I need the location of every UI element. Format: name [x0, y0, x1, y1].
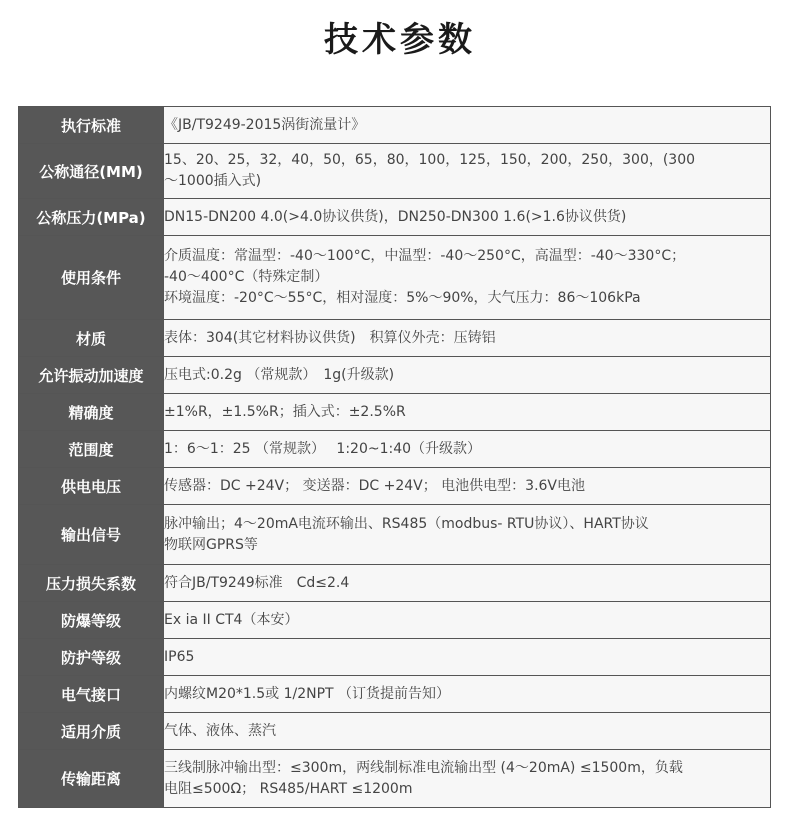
spec-value [164, 676, 771, 713]
spec-value [164, 431, 771, 468]
spec-value-line: 物联网GPRS等 [164, 536, 258, 553]
spec-row [19, 505, 771, 565]
spec-value-line: 《JB/T9249-2015涡街流量计》 [164, 116, 366, 133]
spec-label: 输出信号 [19, 505, 164, 565]
spec-value-line: Ex ia II CT4（本安） [164, 611, 299, 628]
spec-value-line: 传感器：DC +24V； 变送器：DC +24V； 电池供电型：3.6V电池 [164, 477, 585, 494]
spec-value [164, 320, 771, 357]
spec-row [19, 107, 771, 144]
spec-value [164, 565, 771, 602]
spec-value [164, 602, 771, 639]
spec-value-line: ～1000插入式) [164, 173, 262, 189]
spec-label: 精确度 [19, 394, 164, 431]
spec-value [164, 468, 771, 505]
spec-value-line: IP65 [164, 648, 195, 665]
spec-row [19, 320, 771, 357]
spec-row [19, 236, 771, 320]
spec-row [19, 639, 771, 676]
spec-value [164, 236, 771, 320]
spec-row [19, 602, 771, 639]
spec-value-line: 脉冲输出；4～20mA电流环输出、RS485（modbus- RTU协议）、HART协议 [164, 515, 649, 532]
spec-row [19, 431, 771, 468]
spec-label: 范围度 [19, 431, 164, 468]
spec-value-line: DN15-DN200 4.0(>4.0协议供货)，DN250-DN300 1.6(>1.6协议供货) [164, 208, 627, 225]
spec-value-line: 气体、液体、蒸汽 [164, 722, 276, 739]
spec-row [19, 713, 771, 750]
spec-value-line: 15、20、25，32，40，50，65，80，100，125，150，200，250，300，(300 [164, 152, 696, 168]
spec-value-line: -40～400°C（特殊定制） [164, 269, 329, 285]
spec-value [164, 750, 771, 808]
spec-value-line: 压电式:0.2g （常规款） 1g(升级款) [164, 366, 395, 383]
spec-value [164, 144, 771, 199]
page-title: 技术参数 [324, 20, 476, 60]
spec-value [164, 107, 771, 144]
spec-value-line: 三线制脉冲输出型：≤300m，两线制标准电流输出型 (4～20mA) ≤1500m，负载 [164, 759, 683, 776]
spec-label: 防爆等级 [19, 602, 164, 639]
spec-table [18, 106, 771, 808]
spec-row [19, 750, 771, 808]
spec-label: 材质 [19, 320, 164, 357]
spec-row [19, 144, 771, 199]
spec-label: 使用条件 [19, 236, 164, 320]
spec-value-line: 电阻≤500Ω； RS485/HART ≤1200m [164, 780, 413, 797]
spec-label: 电气接口 [19, 676, 164, 713]
spec-value [164, 713, 771, 750]
spec-value-line: 表体：304(其它材料协议供货) 积算仪外壳：压铸铝 [164, 329, 496, 346]
spec-value [164, 199, 771, 236]
spec-value [164, 639, 771, 676]
spec-row [19, 357, 771, 394]
spec-label: 防护等级 [19, 639, 164, 676]
spec-value-line: 环境温度：-20°C～55°C，相对湿度：5%～90%，大气压力：86～106kPa [164, 290, 641, 306]
spec-label: 公称压力(MPa) [19, 199, 164, 236]
spec-row [19, 199, 771, 236]
spec-label: 允许振动加速度 [19, 357, 164, 394]
spec-value [164, 505, 771, 565]
spec-value-line: 符合JB/T9249标准 Cd≤2.4 [164, 574, 350, 591]
spec-value-line: ±1%R，±1.5%R；插入式：±2.5%R [164, 403, 406, 420]
spec-row [19, 394, 771, 431]
spec-label: 压力损失系数 [19, 565, 164, 602]
spec-value-line: 内螺纹M20*1.5或 1/2NPT （订货提前告知） [164, 685, 451, 702]
spec-value-line: 1：6～1：25 （常规款） 1:20~1:40（升级款） [164, 440, 482, 457]
spec-value-line: 介质温度：常温型：-40～100°C，中温型：-40～250°C，高温型：-40～330°C； [164, 248, 686, 264]
spec-label: 传输距离 [19, 750, 164, 808]
spec-label: 供电电压 [19, 468, 164, 505]
spec-row [19, 468, 771, 505]
spec-value [164, 357, 771, 394]
spec-value [164, 394, 771, 431]
spec-label: 公称通径(MM) [19, 144, 164, 199]
spec-row [19, 676, 771, 713]
spec-row [19, 565, 771, 602]
spec-label: 执行标准 [19, 107, 164, 144]
spec-label: 适用介质 [19, 713, 164, 750]
